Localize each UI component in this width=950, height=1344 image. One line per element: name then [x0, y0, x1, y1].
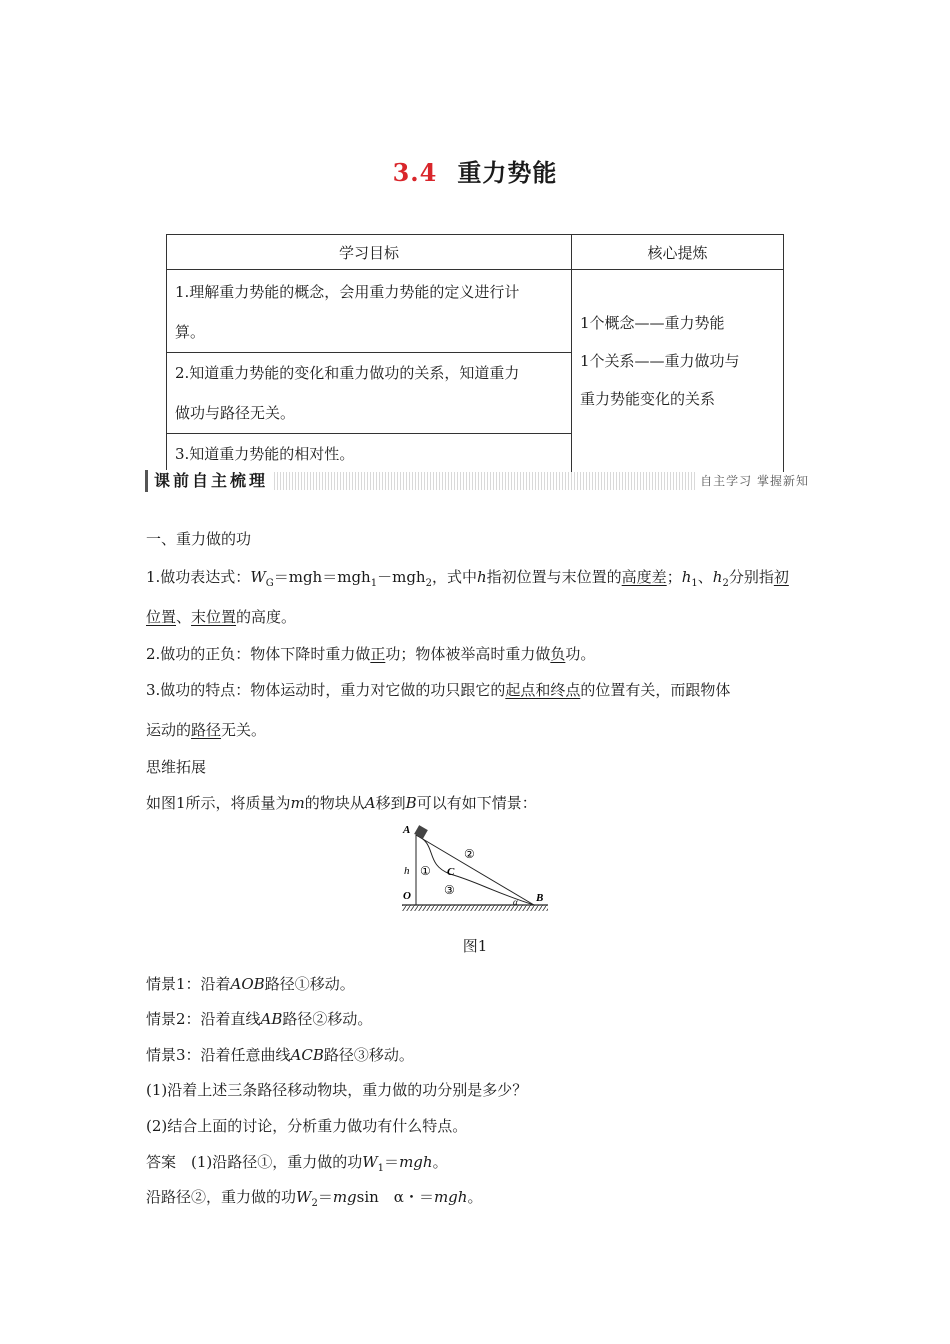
answer-line-1: 答案 (1)沿路径①，重力做的功$W_1=mgh$。 — [146, 1153, 448, 1174]
core-line-1: 1个概念——重力势能 — [580, 314, 725, 332]
section-title: 重力势能 — [457, 158, 558, 187]
section-number: 3.4 — [392, 158, 438, 187]
scenario-1: 情景1：沿着AOB路径①移动。 — [146, 975, 355, 993]
band-title: 课前自主梳理 — [145, 470, 274, 492]
learning-goals-table — [166, 234, 784, 474]
question-1: (1)沿着上述三条路径移动物块，重力做的功分别是多少？ — [146, 1081, 528, 1099]
core-line-3: 重力势能变化的关系 — [580, 390, 716, 408]
band-subtitle: 自主学习 掌握新知 — [696, 472, 813, 490]
answer-line-2: 沿路径②，重力做的功$W_2=mgsin$ α・＝mgh。 — [146, 1188, 483, 1209]
question-2: (2)结合上面的讨论，分析重力做功有什么特点。 — [146, 1117, 468, 1135]
path-2-marker: ② — [464, 847, 475, 861]
goal-2-line-1: 2.知道重力势能的变化和重力做功的关系，知道重力 — [175, 364, 520, 382]
core-summary — [572, 270, 784, 475]
goal-1-line-1: 1.理解重力势能的概念，会用重力势能的定义进行计 — [175, 283, 520, 301]
goal-2 — [167, 353, 572, 434]
paragraph-3-line-1: 3.做功的特点：物体运动时，重力对它做的功只跟它的起点和终点的位置有关，而跟物体 — [146, 681, 731, 699]
heading-gravity-work: 一、重力做的功 — [146, 530, 252, 548]
ground-hatch — [402, 905, 548, 911]
paragraph-3-line-2: 运动的路径无关。 — [146, 721, 267, 739]
scenario-2: 情景2：沿着直线AB路径②移动。 — [146, 1010, 373, 1028]
goal-3: 3.知道重力势能的相对性。 — [167, 434, 572, 475]
figure-caption: 图1 — [462, 937, 488, 955]
label-A: A — [403, 824, 411, 836]
label-h: h — [404, 865, 410, 877]
paragraph-1-line-2: 位置、末位置的高度。 — [146, 608, 297, 626]
page-title — [0, 153, 950, 188]
core-line-2: 1个关系——重力做功与 — [580, 352, 740, 370]
label-alpha: α — [513, 897, 518, 907]
figure-intro: 如图1所示，将质量为m的物块从A移到B可以有如下情景： — [146, 794, 537, 812]
paragraph-2: 2.做功的正负：物体下降时重力做正功；物体被举高时重力做负功。 — [146, 645, 596, 663]
path-1-marker: ① — [420, 864, 431, 878]
label-B: B — [536, 892, 544, 904]
label-O: O — [403, 890, 411, 902]
path-3-marker: ③ — [444, 883, 455, 897]
label-C: C — [447, 866, 455, 878]
section-band — [145, 470, 813, 492]
goal-2-line-2: 做功与路径无关。 — [175, 404, 296, 422]
goal-1 — [167, 270, 572, 353]
goals-header: 学习目标 — [167, 235, 572, 270]
scenario-3: 情景3：沿着任意曲线ACB路径③移动。 — [146, 1046, 414, 1064]
goal-1-line-2: 算。 — [175, 323, 206, 341]
core-header: 核心提炼 — [572, 235, 784, 270]
paragraph-1-line-1: 1.做功表达式：$W_G=mgh=mgh_1-mgh_2$，式中h指初位置与末位置的高度差；$h_1$、$h_2$分别指初 — [146, 568, 789, 589]
incline-diagram — [398, 822, 550, 914]
think-heading: 思维拓展 — [146, 758, 207, 776]
incline-line — [416, 835, 534, 905]
